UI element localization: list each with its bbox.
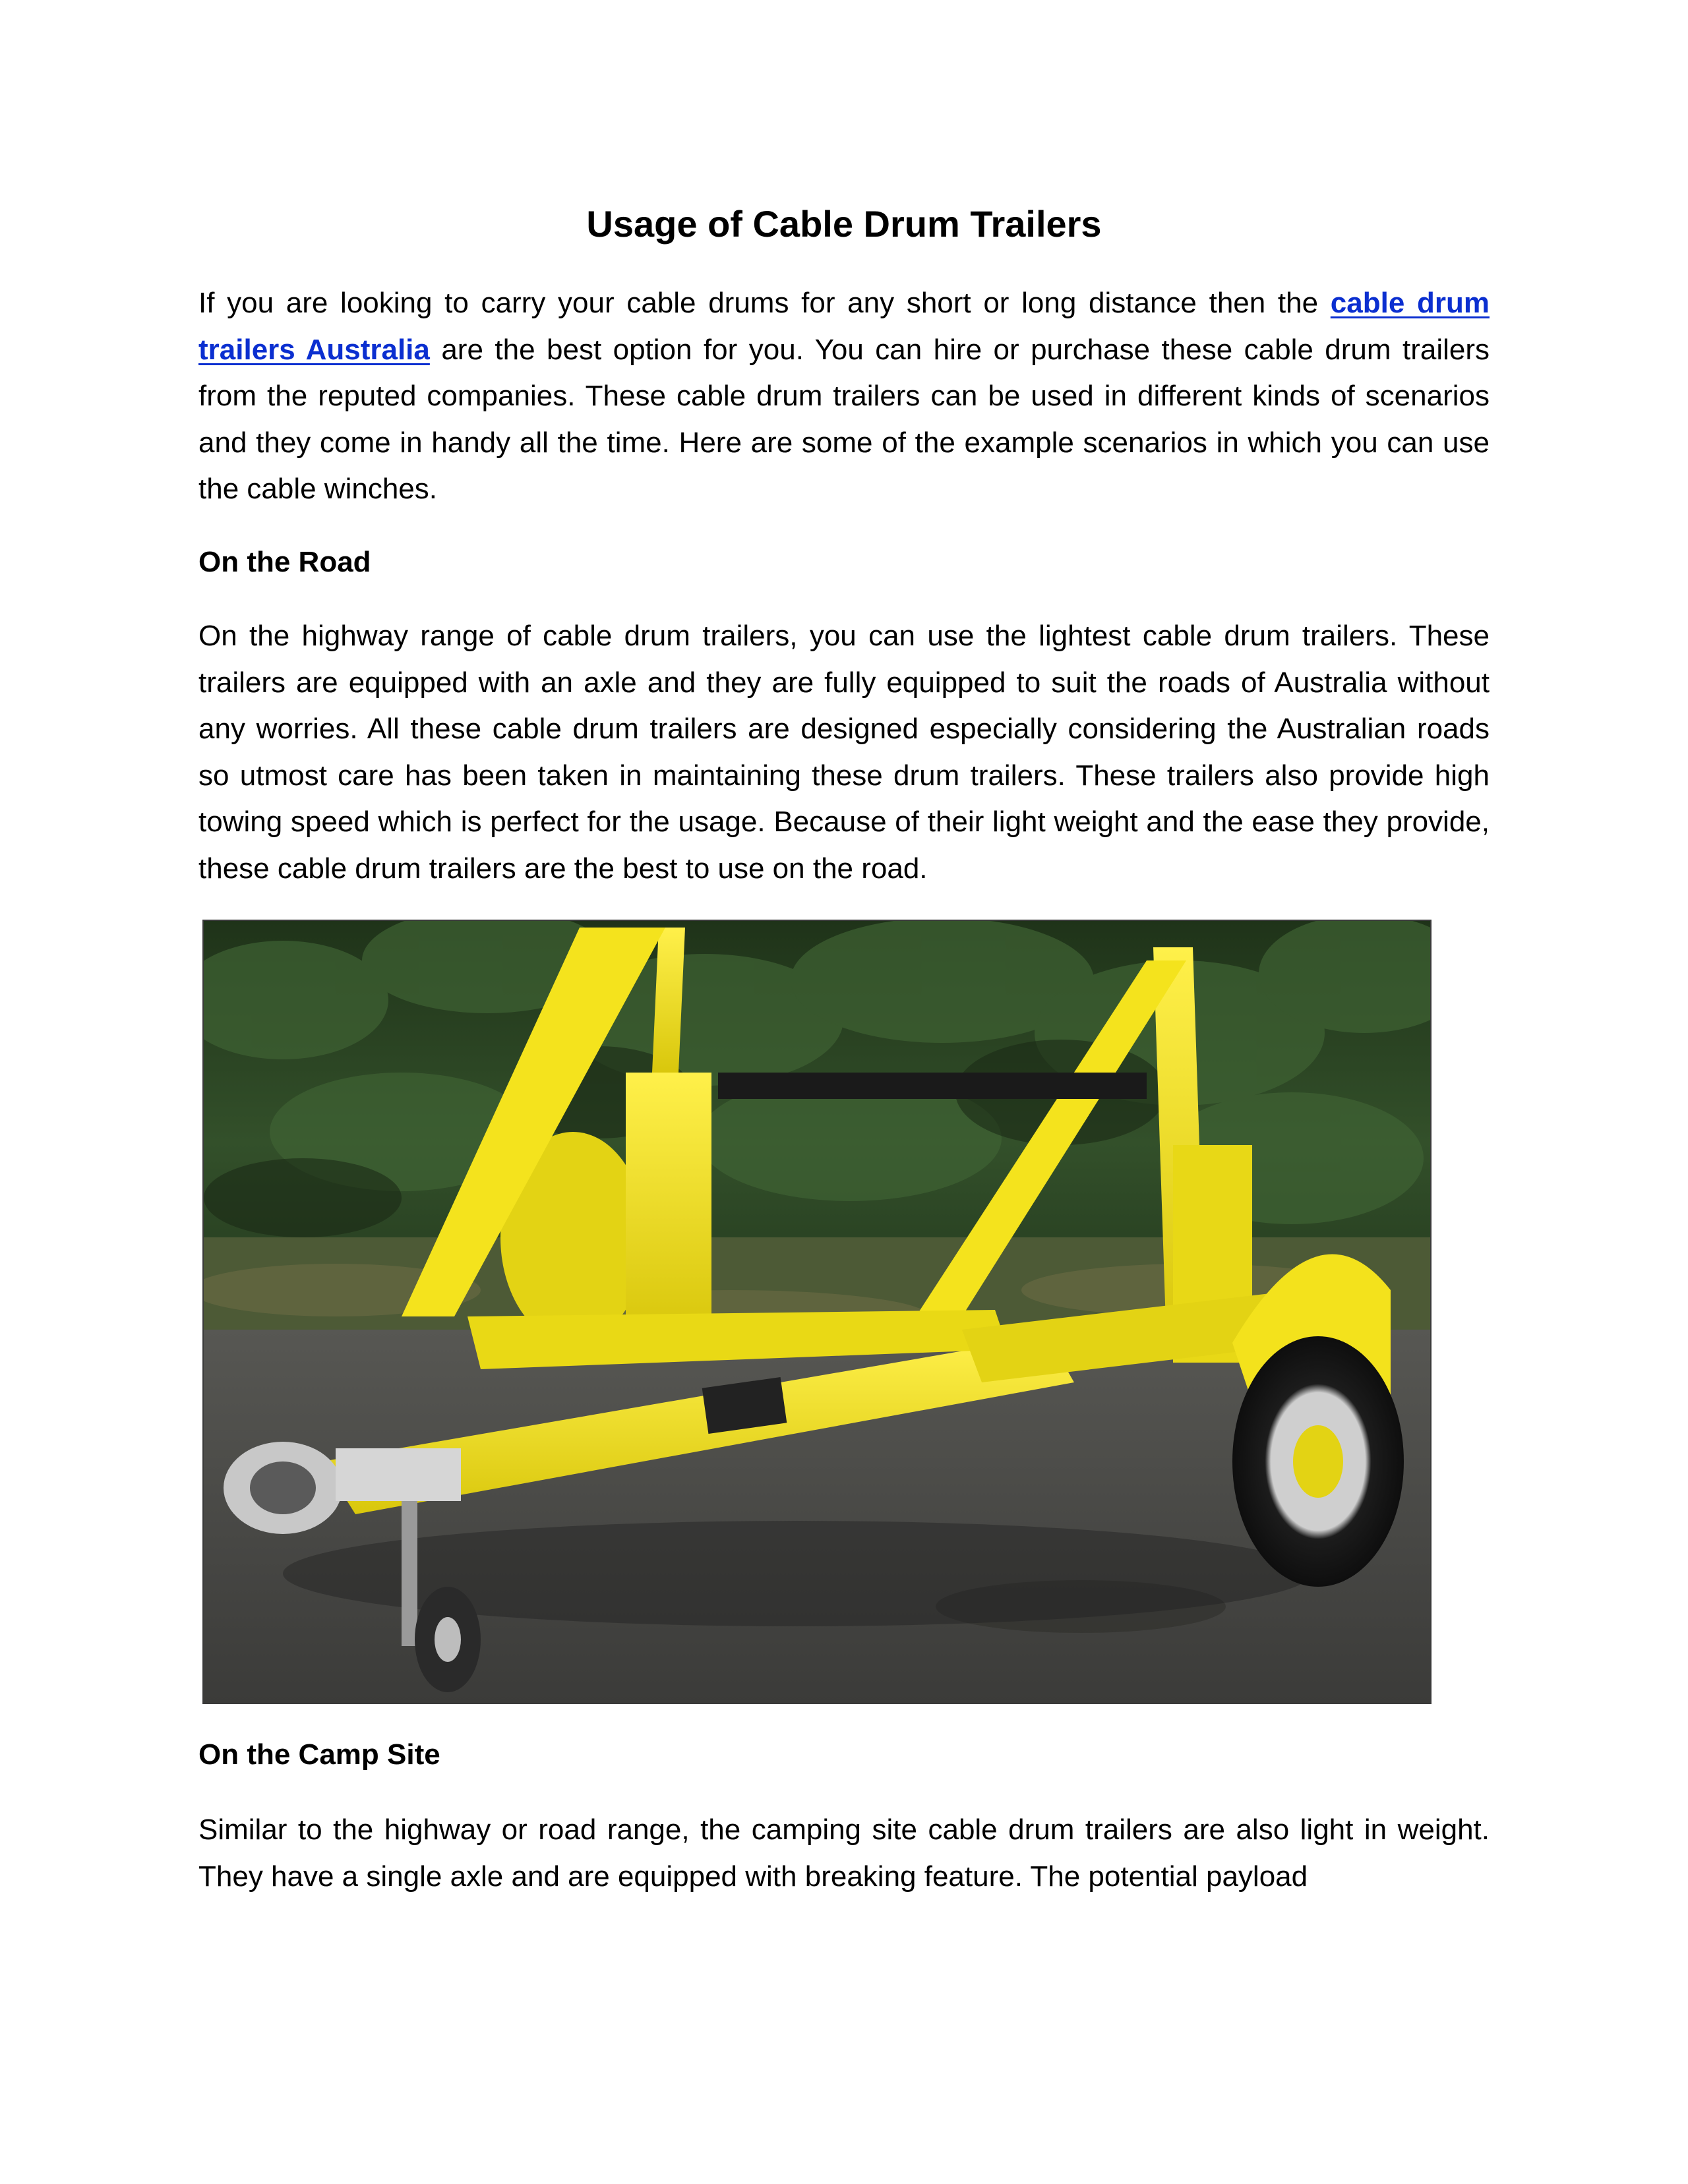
intro-text-before-link: If you are looking to carry your cable drums for any short or long distance then the [198,287,1331,319]
trailer-illustration [204,921,1430,1703]
trailer-photo [202,920,1432,1704]
intro-text-after-link: are the best option for you. You can hire or purchase these cable drum trailers from the reputed companies. These cable drum trailers can be used in different kinds of scenarios and they come in handy all the time. Here are some of the example scenarios in which you can use the cable winches. [198,333,1490,505]
section-heading-on-the-road: On the Road [198,546,371,578]
page-title: Usage of Cable Drum Trailers [586,203,1102,245]
section-body-on-the-road: On the highway range of cable drum trailers, you can use the lightest cable drum trailers. These trailers are equipped with an axle and they are fully equipped to suit the roads of Australia without any worries. All these cable drum trailers are designed especially considering the Australian roads so utmost care has been taken in maintaining these drum trailers. These trailers also provide high towing speed which is perfect for the usage. Because of their light weight and the ease they provide, these cable drum trailers are the best to use on the road. [198,620,1490,885]
intro-paragraph [198,280,1490,513]
section-heading-on-the-camp-site: On the Camp Site [198,1738,440,1771]
cable-drum-trailers-link[interactable]: cable drum trailers Australia [198,287,1490,366]
section-body-on-the-camp-site: Similar to the highway or road range, the camping site cable drum trailers are also light in weight. They have a single axle and are equipped with breaking feature. The potential payload [198,1814,1490,1893]
